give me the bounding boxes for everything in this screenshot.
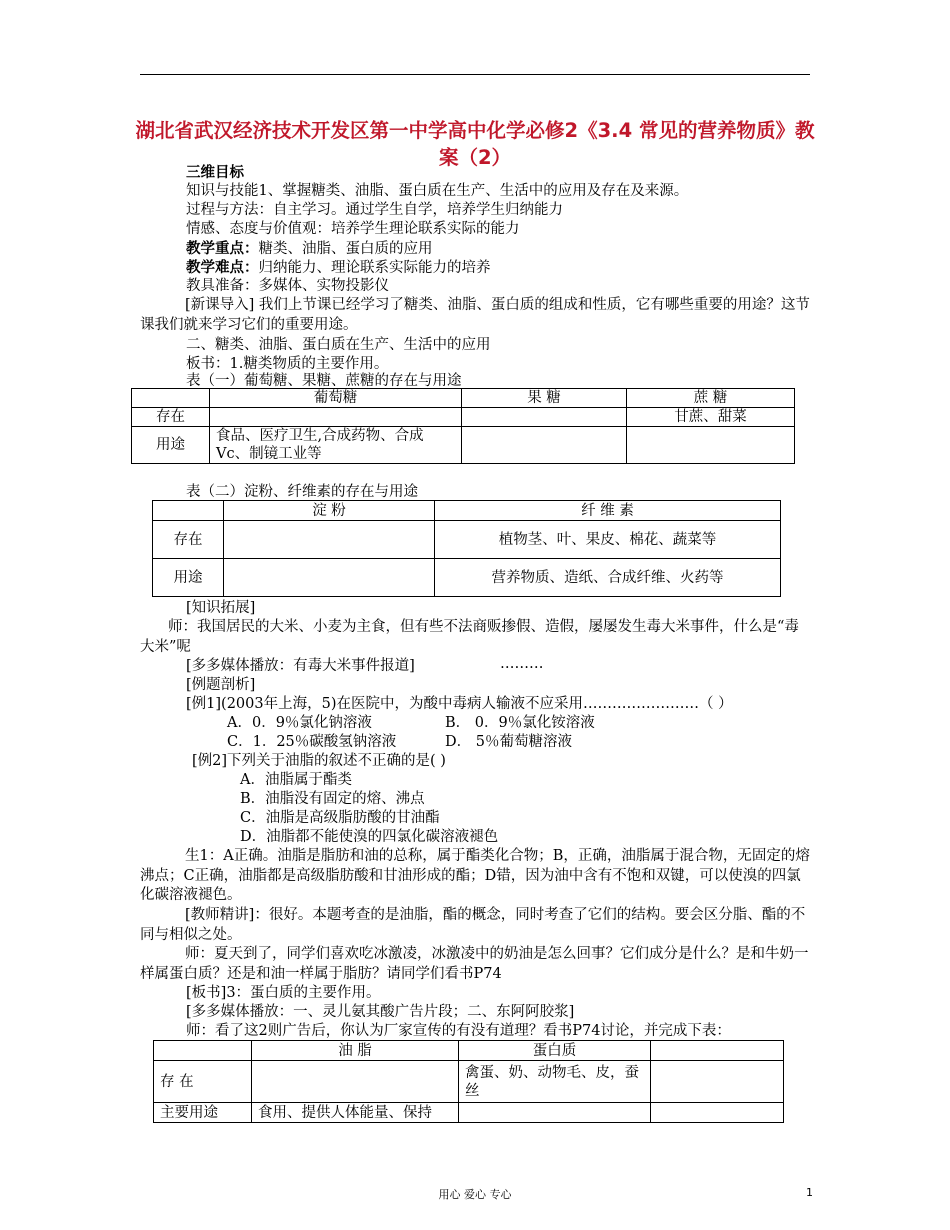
table-cell: 植物茎、叶、果皮、棉花、蔬菜等 (435, 521, 781, 559)
table-sugars (131, 388, 795, 464)
document-title: 湖北省武汉经济技术开发区第一中学高中化学必修2《3.4 常见的营养物质》教案（2） (135, 119, 815, 169)
table-header-cell (154, 1041, 252, 1061)
text-line: 师：看了这2则广告后，你认为厂家宣传的有没有道理？看书P74讨论，并完成下表： (186, 1023, 731, 1039)
table-cell (651, 1061, 784, 1103)
table-cell: 用途 (153, 559, 224, 597)
table-cell: 存 在 (154, 1061, 252, 1103)
text-line: 板书：1.糖类物质的主要作用。 (186, 356, 389, 372)
option: C．1．25％碳酸氢钠溶液 (227, 734, 397, 750)
header-rule (140, 74, 810, 75)
option: B． 0．9％氯化铵溶液 (445, 715, 595, 731)
text-line (186, 239, 433, 259)
table-cell (224, 559, 435, 597)
table-header-cell (651, 1041, 784, 1061)
paragraph: 师：我国居民的大米、小麦为主食，但有些不法商贩掺假、造假，屡屡发生毒大米事件，什么是“毒大米”呢 (140, 619, 799, 655)
table-header-cell (132, 389, 210, 408)
text-line: 过程与方法：自主学习。通过学生自学，培养学生归纳能力 (186, 202, 563, 218)
ellipsis: ……… (500, 656, 544, 672)
table-header-cell: 葡萄糖 (210, 389, 462, 408)
option: A．0．9％氯化钠溶液 (227, 715, 372, 731)
table-starch (152, 500, 781, 597)
table-header-cell: 果 糖 (462, 389, 627, 408)
option: B．油脂没有固定的熔、沸点 (240, 791, 425, 807)
text-line: [板书]3：蛋白质的主要作用。 (186, 985, 381, 1001)
question-line: [例1](2003年上海，5)在医院中，为酸中毒病人输液不应采用……………………（ ） (186, 696, 733, 712)
table-cell: 存在 (132, 408, 210, 427)
text-line: [例题剖析] (186, 677, 256, 693)
text-line: 二、糖类、油脂、蛋白质在生产、生活中的应用 (186, 337, 491, 353)
table-cell (224, 521, 435, 559)
table-cell (210, 408, 462, 427)
option: A．油脂属于酯类 (240, 772, 352, 788)
question-line: [例2]下列关于油脂的叙述不正确的是( ) (192, 753, 446, 769)
label: 教学难点： (186, 259, 259, 276)
page-number: 1 (806, 1186, 813, 1199)
table-caption: 表（一）葡萄糖、果糖、蔗糖的存在与用途 (186, 373, 462, 389)
table-caption: 表（二）淀粉、纤维素的存在与用途 (186, 484, 418, 500)
text-line: 教具准备：多媒体、实物投影仪 (186, 278, 389, 294)
value: 糖类、油脂、蛋白质的应用 (258, 241, 433, 257)
paragraph: 师：夏天到了，同学们喜欢吃冰激凌，冰激凌中的奶油是怎么回事？它们成分是什么？是和牛奶一样属蛋白质？还是和油一样属于脂肪？请同学们看书P74 (140, 946, 809, 982)
label: 教学重点： (186, 240, 259, 257)
table-cell: 食用、提供人体能量、保持 (252, 1103, 459, 1123)
text-line: [多多媒体播放：有毒大米事件报道] (186, 658, 415, 674)
table-cell: 用途 (132, 427, 210, 464)
table-header-cell (153, 501, 224, 521)
paragraph: [教师精讲]：很好。本题考查的是油脂，酯的概念，同时考查了它们的结构。要会区分脂、酯的不同与相似之处。 (140, 907, 806, 943)
text-line: [知识拓展] (186, 600, 256, 616)
paragraph: [新课导入] 我们上节课已经学习了糖类、油脂、蛋白质的组成和性质，它有哪些重要的用途？这节课我们就来学习它们的重要用途。 (140, 297, 810, 333)
paragraph: 生1：A正确。油脂是脂肪和油的总称，属于酯类化合物；B，正确，油脂属于混合物，无固定的熔沸点；C正确，油脂都是高级脂肪酸和甘油形成的酯；D错，因为油中含有不饱和双键，可以使溴的四氯化碳溶液褪色。 (140, 848, 810, 903)
table-cell: 甘蔗、甜菜 (627, 408, 795, 427)
table-cell: 存在 (153, 521, 224, 559)
table-header-cell: 淀 粉 (224, 501, 435, 521)
text-line (186, 258, 491, 278)
table-cell: 禽蛋、奶、动物毛、皮，蚕丝 (459, 1061, 651, 1103)
table-cell: 主要用途 (154, 1103, 252, 1123)
table-header-cell: 蛋白质 (459, 1041, 651, 1061)
table-cell (462, 427, 627, 464)
text-line: [多多媒体播放：一、灵儿氨其酸广告片段；二、东阿阿胶浆] (186, 1004, 575, 1020)
table-cell (459, 1103, 651, 1123)
option: D． 5％葡萄糖溶液 (445, 734, 572, 750)
table-header-cell: 油 脂 (252, 1041, 459, 1061)
option: C．油脂是高级脂肪酸的甘油酯 (240, 810, 440, 826)
table-fats-proteins (153, 1040, 784, 1123)
table-header-cell: 纤 维 素 (435, 501, 781, 521)
table-cell (462, 408, 627, 427)
value: 归纳能力、理论联系实际能力的培养 (258, 260, 491, 276)
table-cell (651, 1103, 784, 1123)
text-line: 情感、态度与价值观：培养学生理论联系实际的能力 (186, 221, 520, 237)
table-cell (627, 427, 795, 464)
section-heading: 三维目标 (186, 164, 244, 181)
table-cell (252, 1061, 459, 1103)
option: D．油脂都不能使溴的四氯化碳溶液褪色 (240, 829, 499, 845)
table-cell: 食品、医疗卫生,合成药物、合成Vc、制镜工业等 (210, 427, 462, 464)
text-line: 知识与技能1、掌握糖类、油脂、蛋白质在生产、生活中的应用及存在及来源。 (186, 183, 689, 199)
page-footer: 用心 爱心 专心 (438, 1188, 512, 1201)
table-cell: 营养物质、造纸、合成纤维、火药等 (435, 559, 781, 597)
table-header-cell: 蔗 糖 (627, 389, 795, 408)
